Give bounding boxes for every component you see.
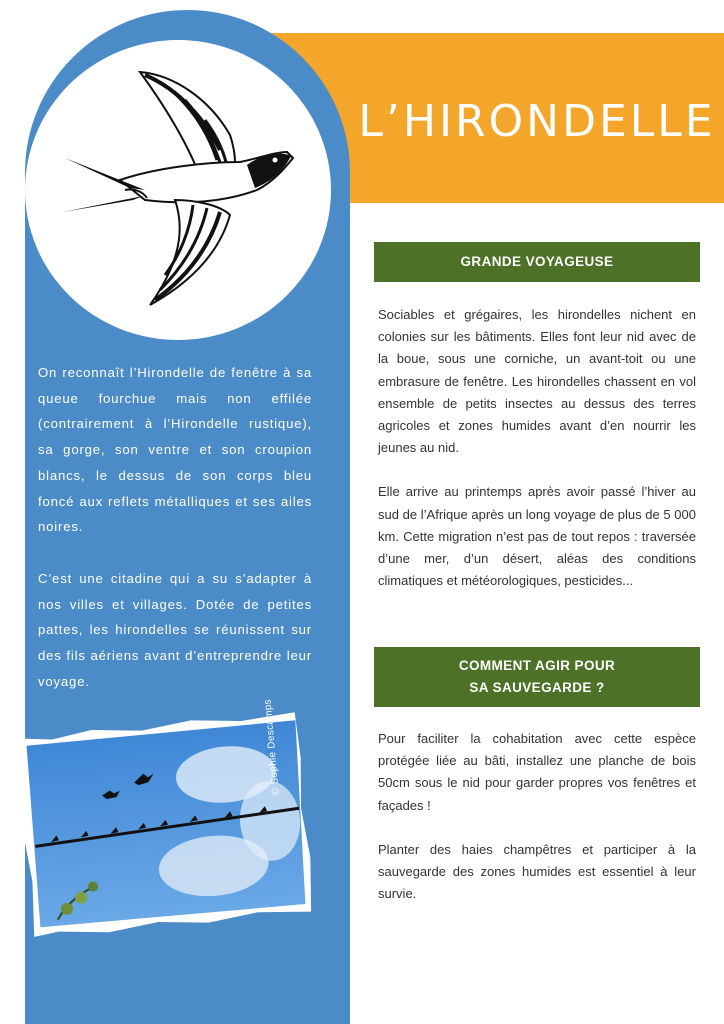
section-grande-voyageuse-text bbox=[378, 304, 696, 614]
section-heading-sauvegarde bbox=[374, 647, 700, 707]
section-sauvegarde-text bbox=[378, 728, 696, 927]
section-heading-grande-voyageuse bbox=[374, 242, 700, 282]
swallow-illustration-circle bbox=[25, 40, 331, 340]
right-paragraph-2: Elle arrive au printemps après avoir passé l’hiver au sud de l’Afrique après un long voyage de plus de 5 000 km. Cette migration n’est pas de tout repos : traversée d’une mer, d’un désert, aléas des conditions climatiques et météorologiques, pesticides... bbox=[378, 484, 696, 589]
photo-credit: © Sophie Descamps bbox=[262, 698, 282, 796]
right-paragraph-1: Sociables et grégaires, les hirondelles nichent en colonies sur les bâtiments. Elles font leur nid avec de la boue, sous une corniche, un avant-toit ou une embrasure de fenêtre. Les hirondelles chassent en vol ensemble de petits insectes au dessus des terres agricoles et zones humides avant d’en nourrir les jeunes au nid. bbox=[378, 307, 696, 456]
section-heading-text-2 bbox=[459, 655, 615, 699]
left-paragraph-1: On reconnaît l’Hirondelle de fenêtre à sa queue fourchue mais non effilée (contrairement à l’Hirondelle rustique), sa gorge, son ventre et son croupion blancs, le dessus de son corps bleu foncé aux reflets métalliques et ses ailes noires. bbox=[38, 365, 312, 535]
section-heading-text: GRANDE VOYAGEUSE bbox=[460, 254, 614, 269]
right-paragraph-4: Planter des haies champêtres et participer à la sauvegarde des zones humides est essentiel à leur survie. bbox=[378, 841, 696, 902]
heading-line-2: SA SAUVEGARDE ? bbox=[469, 680, 605, 695]
left-paragraph-2: C’est une citadine qui a su s’adapter à nos villes et villages. Dotée de petites pattes, les hirondelles se réunissent sur des fils aériens avant d’entreprendre leur voyage. bbox=[38, 570, 312, 689]
right-paragraph-3: Pour faciliter la cohabitation avec cette espèce protégée liée au bâti, installez une planche de bois 50cm sous le nid pour garder propres vos fenêtres et façades ! bbox=[378, 731, 696, 813]
swallow-illustration-icon bbox=[25, 40, 331, 340]
heading-line-1: COMMENT AGIR POUR bbox=[458, 658, 616, 673]
swallows-on-wire-photo bbox=[11, 698, 318, 942]
left-description bbox=[38, 360, 312, 720]
page-title: L’HIRONDELLE bbox=[358, 96, 716, 147]
